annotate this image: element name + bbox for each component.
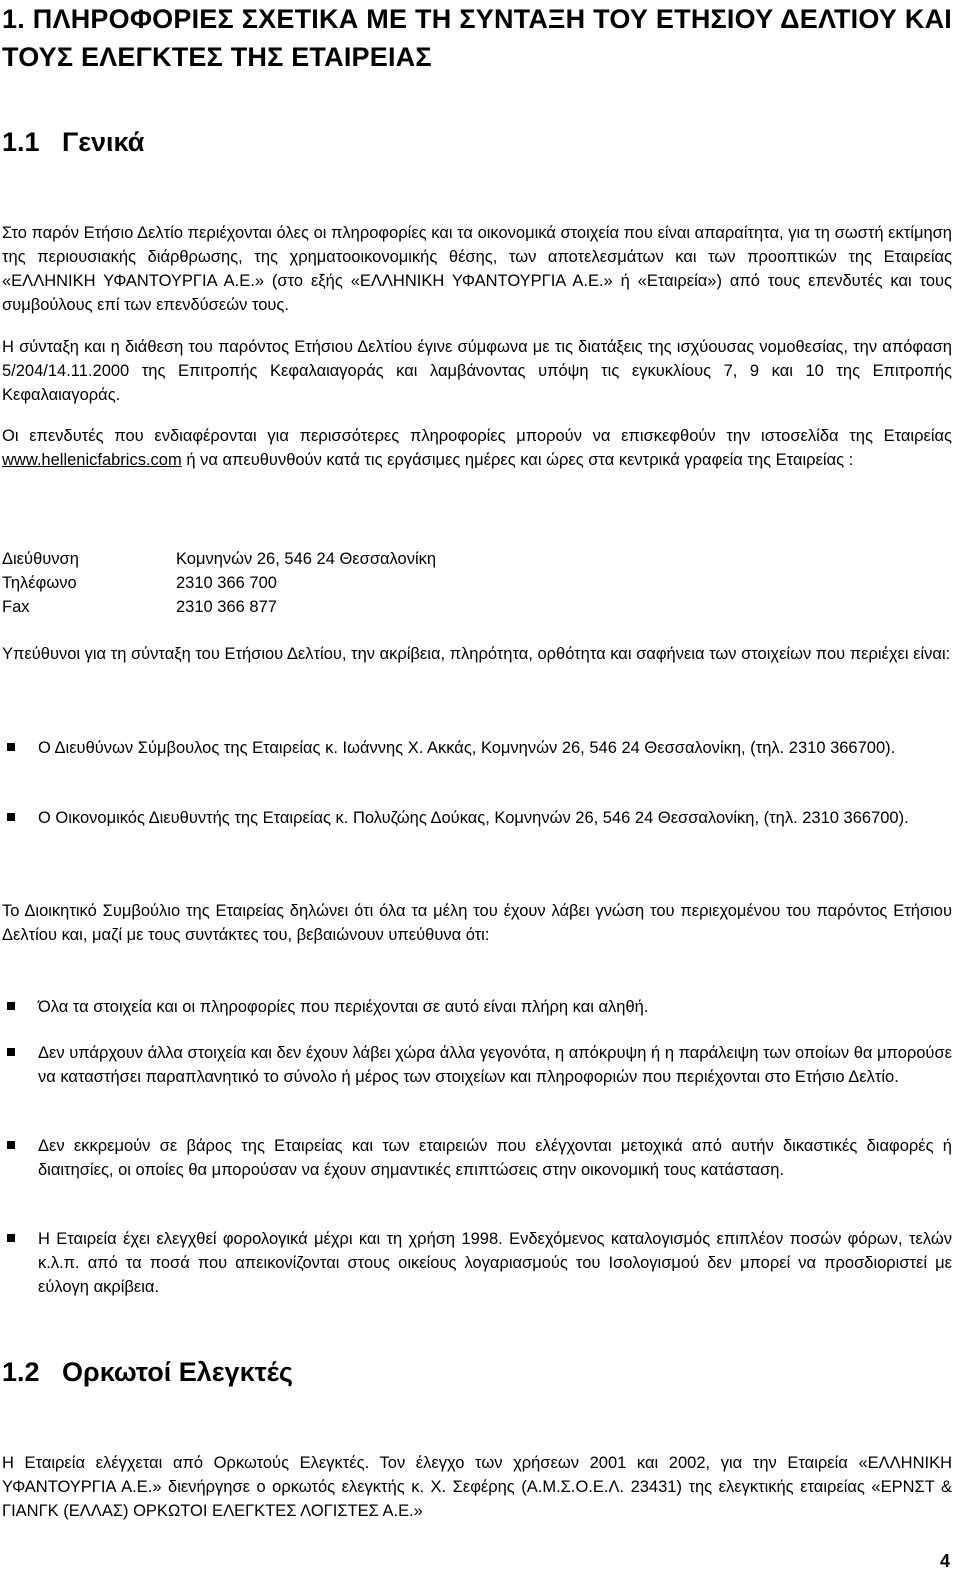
list-item-text: Όλα τα στοιχεία και οι πληροφορίες που περιέχονται σε αυτό είναι πλήρη και αληθή.	[38, 998, 649, 1016]
paragraph-intro: Στο παρόν Ετήσιο Δελτίο περιέχονται όλες οι πληροφορίες και τα οικονομικά στοιχεία που είναι απαραίτητα, για τη σωστή εκτίμηση της περιουσιακής διάρθρωσης, της χρηματοοικονομικής θέσης, των αποτελεσμάτων και των προοπτικών της Εταιρείας «ΕΛΛΗΝΙΚΗ ΥΦΑΝΤΟΥΡΓΙΑ Α.Ε.» (στο εξής «ΕΛΛΗΝΙΚΗ ΥΦΑΝΤΟΥΡΓΙΑ Α.Ε.» ή «Εταιρεία») από τους επενδυτές και τους συμβούλους επί των επενδύσεών τους.	[2, 224, 952, 314]
paragraph-contact-info	[2, 424, 952, 472]
list-item-text: Δεν εκκρεμούν σε βάρος της Εταιρείας και των εταιρειών που ελέγχονται μετοχικά από αυτήν δικαστικές διαφορές ή διαιτησίες, οι οποίες θα μπορούσαν να έχουν σημαντικές επιπτώσεις στην οικονομική τους κατάσταση.	[38, 1137, 952, 1179]
website-link[interactable]: www.hellenicfabrics.com	[2, 451, 182, 469]
contact-label: Τηλέφωνο	[2, 574, 77, 592]
contact-row-address	[2, 547, 702, 571]
page-number: 4	[939, 1551, 950, 1571]
chapter-heading: 1. ΠΛΗΡΟΦΟΡΙΕΣ ΣΧΕΤΙΚΑ ΜΕ ΤΗ ΣΥΝΤΑΞΗ ΤΟΥ ΕΤΗΣΙΟΥ ΔΕΛΤΙΟΥ ΚΑΙ ΤΟΥΣ ΕΛΕΓΚΤΕΣ ΤΗΣ ΕΤΑΙΡΕΙΑΣ	[2, 4, 952, 72]
contact-table	[2, 547, 702, 619]
contact-row-fax	[2, 595, 702, 619]
list-item-text: Η Εταιρεία έχει ελεγχθεί φορολογικά μέχρι και τη χρήση 1998. Ενδεχόμενος καταλογισμός επιπλέον ποσών φόρων, τελών κ.λ.π. από τα ποσά που απεικονίζονται στους οικείους λογαριασμούς του Ισολογισμού δεν μπορεί να προσδιοριστεί με εύλογη ακρίβεια.	[38, 1230, 952, 1296]
bullet-icon	[7, 1141, 15, 1149]
paragraph-compliance: Η σύνταξη και η διάθεση του παρόντος Ετήσιου Δελτίου έγινε σύμφωνα με τις διατάξεις της ισχύουσας νομοθεσίας, την απόφαση 5/204/14.11.2000 της Επιτροπής Κεφαλαιαγοράς και λαμβάνοντας υπόψη τις εγκυκλίους 7, 9 και 10 της Επιτροπής Κεφαλαιαγοράς.	[2, 338, 952, 404]
section-title: Ορκωτοί Ελεγκτές	[62, 1357, 293, 1387]
contact-value: 2310 366 700	[176, 574, 277, 592]
section-number: 1.2	[2, 1357, 40, 1387]
contact-value: Κομνηνών 26, 546 24 Θεσσαλονίκη	[176, 550, 437, 568]
section-number: 1.1	[2, 127, 40, 157]
paragraph-auditors: Η Εταιρεία ελέγχεται από Ορκωτούς Ελεγκτές. Τον έλεγχο των χρήσεων 2001 και 2002, για την Εταιρεία «ΕΛΛΗΝΙΚΗ ΥΦΑΝΤΟΥΡΓΙΑ Α.Ε.» διενήργησε ο ορκωτός ελεγκτής κ. Χ. Σεφέρης (Α.Μ.Σ.Ο.Ε.Λ. 23431) της ελεγκτικής εταιρείας «ΕΡΝΣΤ & ΓΙΑΝΓΚ (ΕΛΛΑΣ) ΟΡΚΩΤΟΙ ΕΛΕΓΚΤΕΣ ΛΟΓΙΣΤΕΣ Α.Ε.»	[2, 1454, 952, 1520]
paragraph-contact-text-1: Οι επενδυτές που ενδιαφέρονται για περισσότερες πληροφορίες μπορούν να επισκεφθούν την ιστοσελίδα της Εταιρείας	[2, 427, 952, 445]
bullet-icon	[7, 743, 15, 751]
section-heading-general	[2, 125, 144, 159]
contact-value: 2310 366 877	[176, 598, 277, 616]
list-item-text: Δεν υπάρχουν άλλα στοιχεία και δεν έχουν λάβει χώρα άλλα γεγονότα, η απόκρυψη ή η παράλειψη των οποίων θα μπορούσε να καταστήσει παραπλανητικό το σύνολο ή μέρος των στοιχείων και πληροφοριών που περιέχονται στο Ετήσιο Δελτίο.	[38, 1044, 952, 1086]
contact-row-phone	[2, 571, 702, 595]
paragraph-contact-text-2: ή να απευθυνθούν κατά τις εργάσιμες ημέρες και ώρες στα κεντρικά γραφεία της Εταιρείας :	[181, 451, 854, 469]
paragraph-responsible: Υπεύθυνοι για τη σύνταξη του Ετήσιου Δελτίου, την ακρίβεια, πληρότητα, ορθότητα και σαφήνεια των στοιχείων που περιέχει είναι:	[2, 645, 951, 663]
bullet-icon	[7, 813, 15, 821]
contact-label: Fax	[2, 598, 30, 616]
paragraph-board-statement: Το Διοικητικό Συμβούλιο της Εταιρείας δηλώνει ότι όλα τα μέλη του έχουν λάβει γνώση του περιεχομένου του παρόντος Ετήσιου Δελτίου και, μαζί με τους συντάκτες του, βεβαιώνουν υπεύθυνα ότι:	[2, 902, 952, 944]
section-title: Γενικά	[62, 127, 145, 157]
bullet-icon	[7, 1048, 15, 1056]
bullet-icon	[7, 1002, 15, 1010]
section-heading-auditors	[2, 1355, 293, 1389]
contact-label: Διεύθυνση	[2, 550, 79, 568]
list-item-text: Ο Διευθύνων Σύμβουλος της Εταιρείας κ. Ιωάννης Χ. Ακκάς, Κομνηνών 26, 546 24 Θεσσαλονίκη, (τηλ. 2310 366700).	[38, 739, 896, 757]
list-item-text: Ο Οικονομικός Διευθυντής της Εταιρείας κ. Πολυζώης Δούκας, Κομνηνών 26, 546 24 Θεσσαλονίκη, (τηλ. 2310 366700).	[38, 809, 909, 827]
bullet-icon	[7, 1234, 15, 1242]
